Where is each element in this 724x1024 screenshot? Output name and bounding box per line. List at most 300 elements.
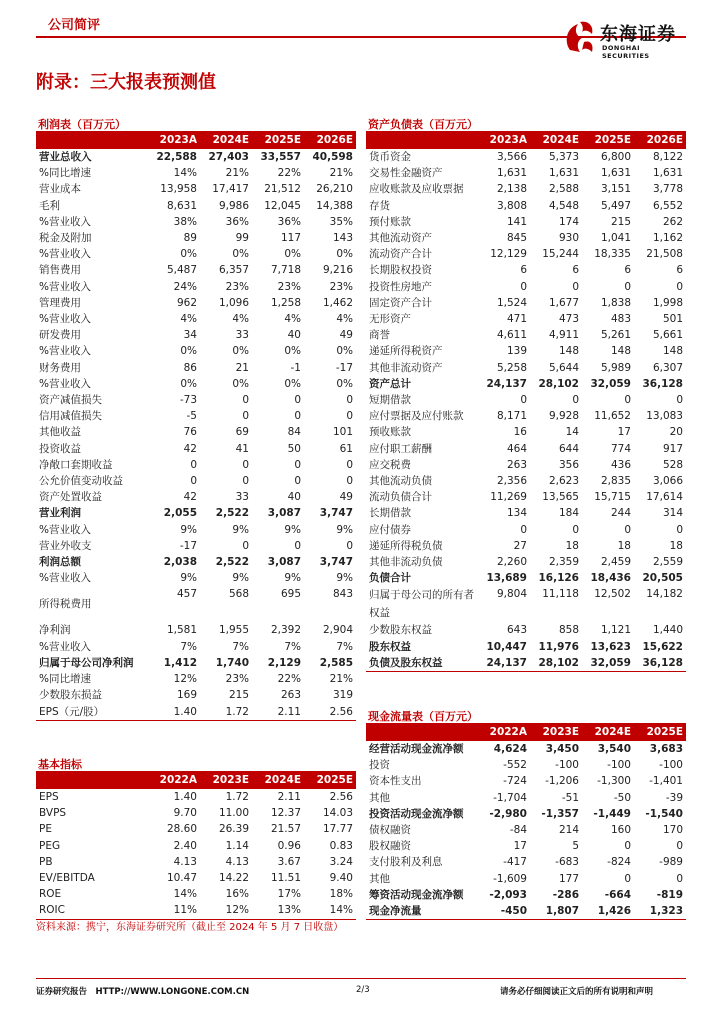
- cashflow-row-label: 投资: [369, 759, 390, 772]
- balance-row-label: 其他流动资产: [369, 232, 432, 245]
- income-cell: 0%: [180, 377, 197, 390]
- balance-row-label: 预收账款: [369, 426, 411, 439]
- income-row: [36, 687, 356, 703]
- indicators-cell: 1.72: [225, 791, 249, 803]
- income-cell: 0%: [336, 345, 353, 358]
- income-cell: 143: [332, 232, 353, 245]
- income-cell: 42: [183, 491, 197, 504]
- indicators-cell: 2.40: [173, 839, 197, 852]
- income-cell: 0: [346, 475, 353, 488]
- cashflow-cell: 0: [676, 840, 683, 853]
- indicators-header-year: 2022A: [148, 772, 200, 789]
- cashflow-cell: 170: [662, 824, 683, 837]
- income-cell: 42: [183, 442, 197, 455]
- balance-row-label: 短期借款: [369, 394, 411, 407]
- cashflow-table: [366, 724, 686, 920]
- balance-cell: 28,102: [530, 655, 582, 672]
- income-cell: 1,258: [270, 296, 301, 309]
- indicators-row-label: PEG: [39, 839, 61, 852]
- income-row-label: 投资收益: [39, 442, 81, 455]
- income-header-label: [36, 132, 148, 149]
- balance-row-label: 资产总计: [369, 377, 411, 390]
- balance-cell: 917: [662, 442, 683, 455]
- income-row: [36, 198, 356, 214]
- income-row: [36, 279, 356, 295]
- balance-cell: 17: [617, 426, 631, 439]
- income-cell: 61: [339, 442, 353, 455]
- footer-disclaimer: 请务必仔细阅读正文后的所有说明和声明: [500, 987, 654, 997]
- indicators-row-label: PE: [39, 823, 52, 836]
- income-cell: 9%: [232, 572, 249, 585]
- balance-row: [366, 376, 686, 392]
- income-row: [36, 295, 356, 311]
- balance-row-label: 商誉: [369, 329, 390, 342]
- balance-cell: 3,151: [600, 183, 631, 196]
- income-cell: 3,087: [267, 507, 301, 520]
- balance-cell: 16,126: [538, 572, 579, 585]
- balance-cell: 10,447: [486, 640, 527, 653]
- balance-cell: 1,121: [600, 624, 631, 637]
- footer-divider: [36, 978, 686, 979]
- income-header-year: 2024E: [200, 132, 252, 149]
- income-row: [36, 214, 356, 230]
- income-cell: 36%: [225, 215, 249, 228]
- balance-cell: 1,677: [548, 296, 579, 309]
- balance-cell: 14,182: [646, 588, 683, 601]
- income-row-label: %营业收入: [39, 313, 91, 326]
- indicators-cell: 4.13: [225, 855, 249, 868]
- balance-cell: 2,835: [600, 475, 631, 488]
- balance-cell: 24,137: [478, 655, 530, 672]
- cashflow-row: [366, 790, 686, 806]
- income-row: [36, 639, 356, 655]
- balance-cell: 858: [558, 624, 579, 637]
- income-cell: 8,631: [166, 199, 197, 212]
- income-row-label: %同比增速: [39, 673, 91, 686]
- balance-header-year: 2024E: [530, 132, 582, 149]
- income-row-label: %营业收入: [39, 248, 91, 261]
- cashflow-cell: 5: [572, 840, 579, 853]
- income-row-label: %营业收入: [39, 345, 91, 358]
- income-cell: 215: [228, 689, 249, 702]
- indicators-cell: 13%: [252, 902, 304, 919]
- balance-row-label: 应交税费: [369, 458, 411, 471]
- balance-row-label: 无形资产: [369, 313, 411, 326]
- balance-cell: 11,269: [490, 491, 527, 504]
- income-cell: 23%: [329, 280, 353, 293]
- income-cell: 1,740: [215, 656, 249, 669]
- income-cell: 263: [280, 689, 301, 702]
- balance-row: [366, 570, 686, 586]
- indicators-header-year: 2025E: [304, 772, 356, 789]
- balance-row: [366, 230, 686, 246]
- cashflow-cell: -39: [665, 791, 683, 804]
- cashflow-cell: -1,540: [645, 807, 683, 820]
- income-row: [36, 671, 356, 687]
- income-cell: 319: [332, 689, 353, 702]
- balance-row: [366, 424, 686, 440]
- cashflow-cell: -100: [555, 759, 579, 772]
- income-cell: 0: [346, 458, 353, 471]
- balance-row-label: 长期股权投资: [369, 264, 432, 277]
- indicators-cell: 2.56: [329, 791, 353, 803]
- income-cell: 1,955: [218, 624, 249, 637]
- balance-row: [366, 165, 686, 181]
- balance-cell: 1,524: [496, 296, 527, 309]
- indicators-row-label: BVPS: [39, 807, 67, 820]
- income-row: [36, 538, 356, 554]
- balance-row-label: 应付票据及应付账款: [369, 410, 464, 423]
- cashflow-cell: -819: [656, 888, 683, 901]
- income-row-label: %营业收入: [39, 523, 91, 536]
- indicators-row-label: EV/EBITDA: [39, 872, 95, 885]
- balance-section-title: 资产负债表（百万元）: [368, 118, 478, 131]
- income-cell: 9%: [336, 572, 353, 585]
- balance-cell: 215: [610, 215, 631, 228]
- indicators-cell: 3.24: [329, 855, 353, 868]
- balance-cell: 8,122: [652, 151, 683, 163]
- footer-website: 证券研究报告 HTTP://WWW.LONGONE.COM.CN: [36, 987, 250, 997]
- income-cell: 40,598: [312, 151, 353, 163]
- indicators-row: [36, 789, 356, 805]
- balance-cell: 24,137: [486, 377, 527, 390]
- indicators-row: [36, 902, 356, 919]
- income-cell: -1: [290, 361, 301, 374]
- income-cell: 24%: [173, 280, 197, 293]
- income-cell: 9%: [180, 523, 197, 536]
- income-cell: 0%: [284, 248, 301, 261]
- cashflow-row: [366, 838, 686, 854]
- income-cell: 4%: [336, 313, 353, 326]
- balance-cell: 314: [662, 507, 683, 520]
- income-row-label: 管理费用: [39, 296, 81, 309]
- income-row: [36, 408, 356, 424]
- cashflow-row: [366, 903, 686, 920]
- balance-header-label: [366, 132, 478, 149]
- balance-cell: 643: [506, 624, 527, 637]
- income-cell: 843: [332, 588, 353, 601]
- balance-cell: 1,162: [652, 232, 683, 245]
- indicators-cell: 21.57: [270, 823, 301, 836]
- balance-row: [366, 181, 686, 197]
- balance-row: [366, 586, 686, 622]
- cashflow-cell: -724: [503, 775, 527, 788]
- indicators-row: [36, 821, 356, 837]
- cashflow-row: [366, 871, 686, 887]
- income-row: [36, 441, 356, 457]
- balance-cell: 2,359: [548, 556, 579, 569]
- income-cell: 22%: [277, 673, 301, 686]
- income-cell: 41: [235, 442, 249, 455]
- income-cell: 22%: [277, 167, 301, 180]
- cashflow-cell: -50: [613, 791, 631, 804]
- cashflow-cell: 3,450: [545, 743, 579, 755]
- balance-row: [366, 554, 686, 570]
- balance-cell: 20,505: [642, 572, 683, 585]
- cashflow-cell: -2,980: [489, 807, 527, 820]
- indicators-row-label: ROE: [39, 888, 62, 901]
- balance-cell: 16: [513, 426, 527, 439]
- income-row-label: %营业收入: [39, 215, 91, 228]
- data-source-note: 资料来源：携宁，东海证券研究所（截止至 2024 年 5 月 7 日收盘）: [36, 922, 344, 933]
- income-cell: 9%: [284, 523, 301, 536]
- income-row: [36, 327, 356, 343]
- indicators-section-title: 基本指标: [38, 758, 82, 771]
- income-cell: 0%: [180, 345, 197, 358]
- balance-row: [366, 639, 686, 655]
- income-row: [36, 489, 356, 505]
- cashflow-row-label: 其他: [369, 872, 390, 885]
- income-cell: 33: [235, 329, 249, 342]
- balance-cell: 436: [610, 458, 631, 471]
- balance-cell: 774: [610, 442, 631, 455]
- cashflow-cell: -51: [561, 791, 579, 804]
- income-cell: 0%: [232, 345, 249, 358]
- income-cell: 1,096: [218, 296, 249, 309]
- indicators-cell: 0.96: [277, 839, 301, 852]
- balance-cell: 3,566: [496, 151, 527, 163]
- income-cell: 2.56: [304, 704, 356, 721]
- balance-cell: 11,976: [538, 640, 579, 653]
- income-cell: 0: [294, 458, 301, 471]
- cashflow-cell: 3,540: [597, 743, 631, 755]
- income-cell: 695: [280, 588, 301, 601]
- income-cell: 3,747: [319, 507, 353, 520]
- indicators-cell: 2.11: [277, 791, 301, 803]
- income-cell: 7%: [336, 640, 353, 653]
- balance-cell: 14: [565, 426, 579, 439]
- cashflow-cell: 0: [624, 840, 631, 853]
- balance-row-label: 股东权益: [369, 640, 411, 653]
- indicators-cell: 14.03: [322, 807, 353, 820]
- indicators-header-year: 2023E: [200, 772, 252, 789]
- income-cell: 457: [176, 588, 197, 601]
- balance-row: [366, 489, 686, 505]
- income-cell: 1,412: [163, 656, 197, 669]
- balance-cell: 36,128: [634, 655, 686, 672]
- balance-cell: 1,631: [600, 167, 631, 180]
- income-cell: 9%: [336, 523, 353, 536]
- balance-cell: 141: [506, 215, 527, 228]
- income-cell: 5,487: [166, 264, 197, 277]
- income-cell: 4%: [232, 313, 249, 326]
- balance-cell: 148: [610, 345, 631, 358]
- income-header-year: 2026E: [304, 132, 356, 149]
- balance-cell: 11,652: [594, 410, 631, 423]
- income-cell: 12%: [173, 673, 197, 686]
- balance-cell: 471: [506, 313, 527, 326]
- balance-row: [366, 295, 686, 311]
- income-cell: 23%: [225, 673, 249, 686]
- balance-cell: 148: [662, 345, 683, 358]
- income-cell: 0: [190, 475, 197, 488]
- income-row: [36, 311, 356, 327]
- balance-row-label: 流动资产合计: [369, 248, 432, 261]
- balance-row-label: 货币资金: [369, 151, 411, 163]
- income-row: [36, 473, 356, 489]
- income-cell: 0%: [284, 345, 301, 358]
- balance-row-label: 存货: [369, 199, 390, 212]
- balance-cell: 2,559: [652, 556, 683, 569]
- balance-cell: 4,611: [496, 329, 527, 342]
- income-row-label: 利润总额: [39, 556, 81, 569]
- income-cell: 4%: [180, 313, 197, 326]
- balance-cell: 483: [610, 313, 631, 326]
- balance-cell: 12,129: [490, 248, 527, 261]
- income-row: [36, 704, 356, 721]
- balance-cell: 1,838: [600, 296, 631, 309]
- indicators-row: [36, 870, 356, 886]
- balance-row-label: 长期借款: [369, 507, 411, 520]
- income-cell: 0: [294, 539, 301, 552]
- income-cell: 9,986: [218, 199, 249, 212]
- income-row-label: 净利润: [39, 624, 71, 637]
- income-cell: 23%: [225, 280, 249, 293]
- income-row: [36, 149, 356, 165]
- indicators-cell: 1.14: [225, 839, 249, 852]
- cashflow-header-year: 2024E: [582, 724, 634, 741]
- balance-cell: 930: [558, 232, 579, 245]
- balance-cell: 13,689: [486, 572, 527, 585]
- balance-cell: 9,928: [548, 410, 579, 423]
- income-row-label: 公允价值变动收益: [39, 475, 123, 488]
- cashflow-cell: 0: [624, 872, 631, 885]
- indicators-cell: 11.00: [218, 807, 249, 820]
- income-row-label: EPS（元/股）: [36, 704, 148, 721]
- cashflow-cell: -417: [503, 856, 527, 869]
- income-cell: 7%: [284, 640, 301, 653]
- income-cell: 14,388: [316, 199, 353, 212]
- cashflow-row: [366, 822, 686, 838]
- income-row-label: %营业收入: [39, 377, 91, 390]
- balance-cell: 473: [558, 313, 579, 326]
- balance-cell: 28,102: [538, 377, 579, 390]
- balance-row: [366, 441, 686, 457]
- balance-cell: 1,998: [652, 296, 683, 309]
- income-cell: 76: [183, 426, 197, 439]
- balance-cell: 0: [572, 523, 579, 536]
- income-row: [36, 262, 356, 278]
- cashflow-cell: 1,323: [634, 903, 686, 920]
- income-row-label: 资产处置收益: [39, 491, 102, 504]
- balance-cell: 134: [506, 507, 527, 520]
- indicators-cell: 10.47: [166, 872, 197, 885]
- income-cell: 12,045: [264, 199, 301, 212]
- cashflow-section-title: 现金流量表（百万元）: [368, 710, 478, 723]
- income-cell: 99: [235, 232, 249, 245]
- income-row-label: 营业总收入: [39, 151, 92, 163]
- balance-row: [366, 473, 686, 489]
- income-cell: 0%: [336, 377, 353, 390]
- income-row: [36, 554, 356, 570]
- balance-cell: 6: [624, 264, 631, 277]
- balance-row: [366, 408, 686, 424]
- balance-row: [366, 311, 686, 327]
- balance-cell: 17,614: [646, 491, 683, 504]
- balance-cell: 174: [558, 215, 579, 228]
- income-section-title: 利润表（百万元）: [38, 118, 126, 131]
- income-row: [36, 376, 356, 392]
- income-cell: 40: [287, 329, 301, 342]
- income-cell: 0: [294, 394, 301, 407]
- balance-cell: 148: [558, 345, 579, 358]
- balance-row: [366, 198, 686, 214]
- balance-cell: 6: [572, 264, 579, 277]
- income-cell: 40: [287, 491, 301, 504]
- income-cell: 9%: [180, 572, 197, 585]
- cashflow-cell: -1,609: [493, 872, 527, 885]
- balance-cell: 6,800: [600, 151, 631, 163]
- balance-cell: 2,623: [548, 475, 579, 488]
- balance-row: [366, 392, 686, 408]
- income-cell: 33,557: [260, 151, 301, 163]
- balance-cell: 5,497: [600, 199, 631, 212]
- cashflow-row: [366, 806, 686, 822]
- balance-header-year: 2026E: [634, 132, 686, 149]
- income-cell: 84: [287, 426, 301, 439]
- income-cell: 0: [242, 410, 249, 423]
- cashflow-cell: 214: [558, 824, 579, 837]
- balance-row: [366, 655, 686, 672]
- income-row-label: 营业利润: [39, 507, 81, 520]
- income-row: [36, 622, 356, 638]
- balance-row-label: 应付债券: [369, 523, 411, 536]
- income-row-label: 税金及附加: [39, 232, 92, 245]
- indicators-cell: 9.40: [329, 872, 353, 885]
- cashflow-cell: 1,807: [530, 903, 582, 920]
- balance-row: [366, 538, 686, 554]
- cashflow-row-label: 投资活动现金流净额: [369, 807, 464, 820]
- balance-cell: 0: [520, 280, 527, 293]
- balance-row: [366, 622, 686, 638]
- balance-cell: 6: [676, 264, 683, 277]
- income-cell: 3,747: [319, 556, 353, 569]
- income-row-label: 财务费用: [39, 361, 81, 374]
- cashflow-header-label: [366, 724, 478, 741]
- balance-cell: 139: [506, 345, 527, 358]
- cashflow-row: [366, 773, 686, 789]
- balance-row-label: 固定资产合计: [369, 296, 432, 309]
- income-cell: 26,210: [316, 183, 353, 196]
- indicators-row: [36, 838, 356, 854]
- cashflow-row-label: 经营活动现金流净额: [369, 743, 464, 755]
- cashflow-cell: -824: [607, 856, 631, 869]
- income-cell: 0: [346, 394, 353, 407]
- income-cell: 169: [176, 689, 197, 702]
- balance-row-label: 少数股东权益: [369, 624, 432, 637]
- cashflow-cell: -450: [478, 903, 530, 920]
- income-cell: 0: [294, 410, 301, 423]
- indicators-row: [36, 854, 356, 870]
- income-cell: 0: [346, 539, 353, 552]
- balance-cell: 8,171: [496, 410, 527, 423]
- income-row-label: 归属于母公司净利润: [39, 656, 134, 669]
- indicators-cell: 4.13: [173, 855, 197, 868]
- income-cell: 0%: [232, 377, 249, 390]
- indicators-row: [36, 886, 356, 902]
- income-cell: 0: [242, 458, 249, 471]
- income-cell: 49: [339, 329, 353, 342]
- income-row: [36, 570, 356, 586]
- balance-cell: 15,622: [642, 640, 683, 653]
- cashflow-cell: -1,704: [493, 791, 527, 804]
- balance-cell: 0: [520, 523, 527, 536]
- balance-cell: 18: [617, 539, 631, 552]
- income-cell: 9%: [232, 523, 249, 536]
- balance-cell: 5,261: [600, 329, 631, 342]
- cashflow-cell: -1,300: [597, 775, 631, 788]
- cashflow-cell: -1,206: [545, 775, 579, 788]
